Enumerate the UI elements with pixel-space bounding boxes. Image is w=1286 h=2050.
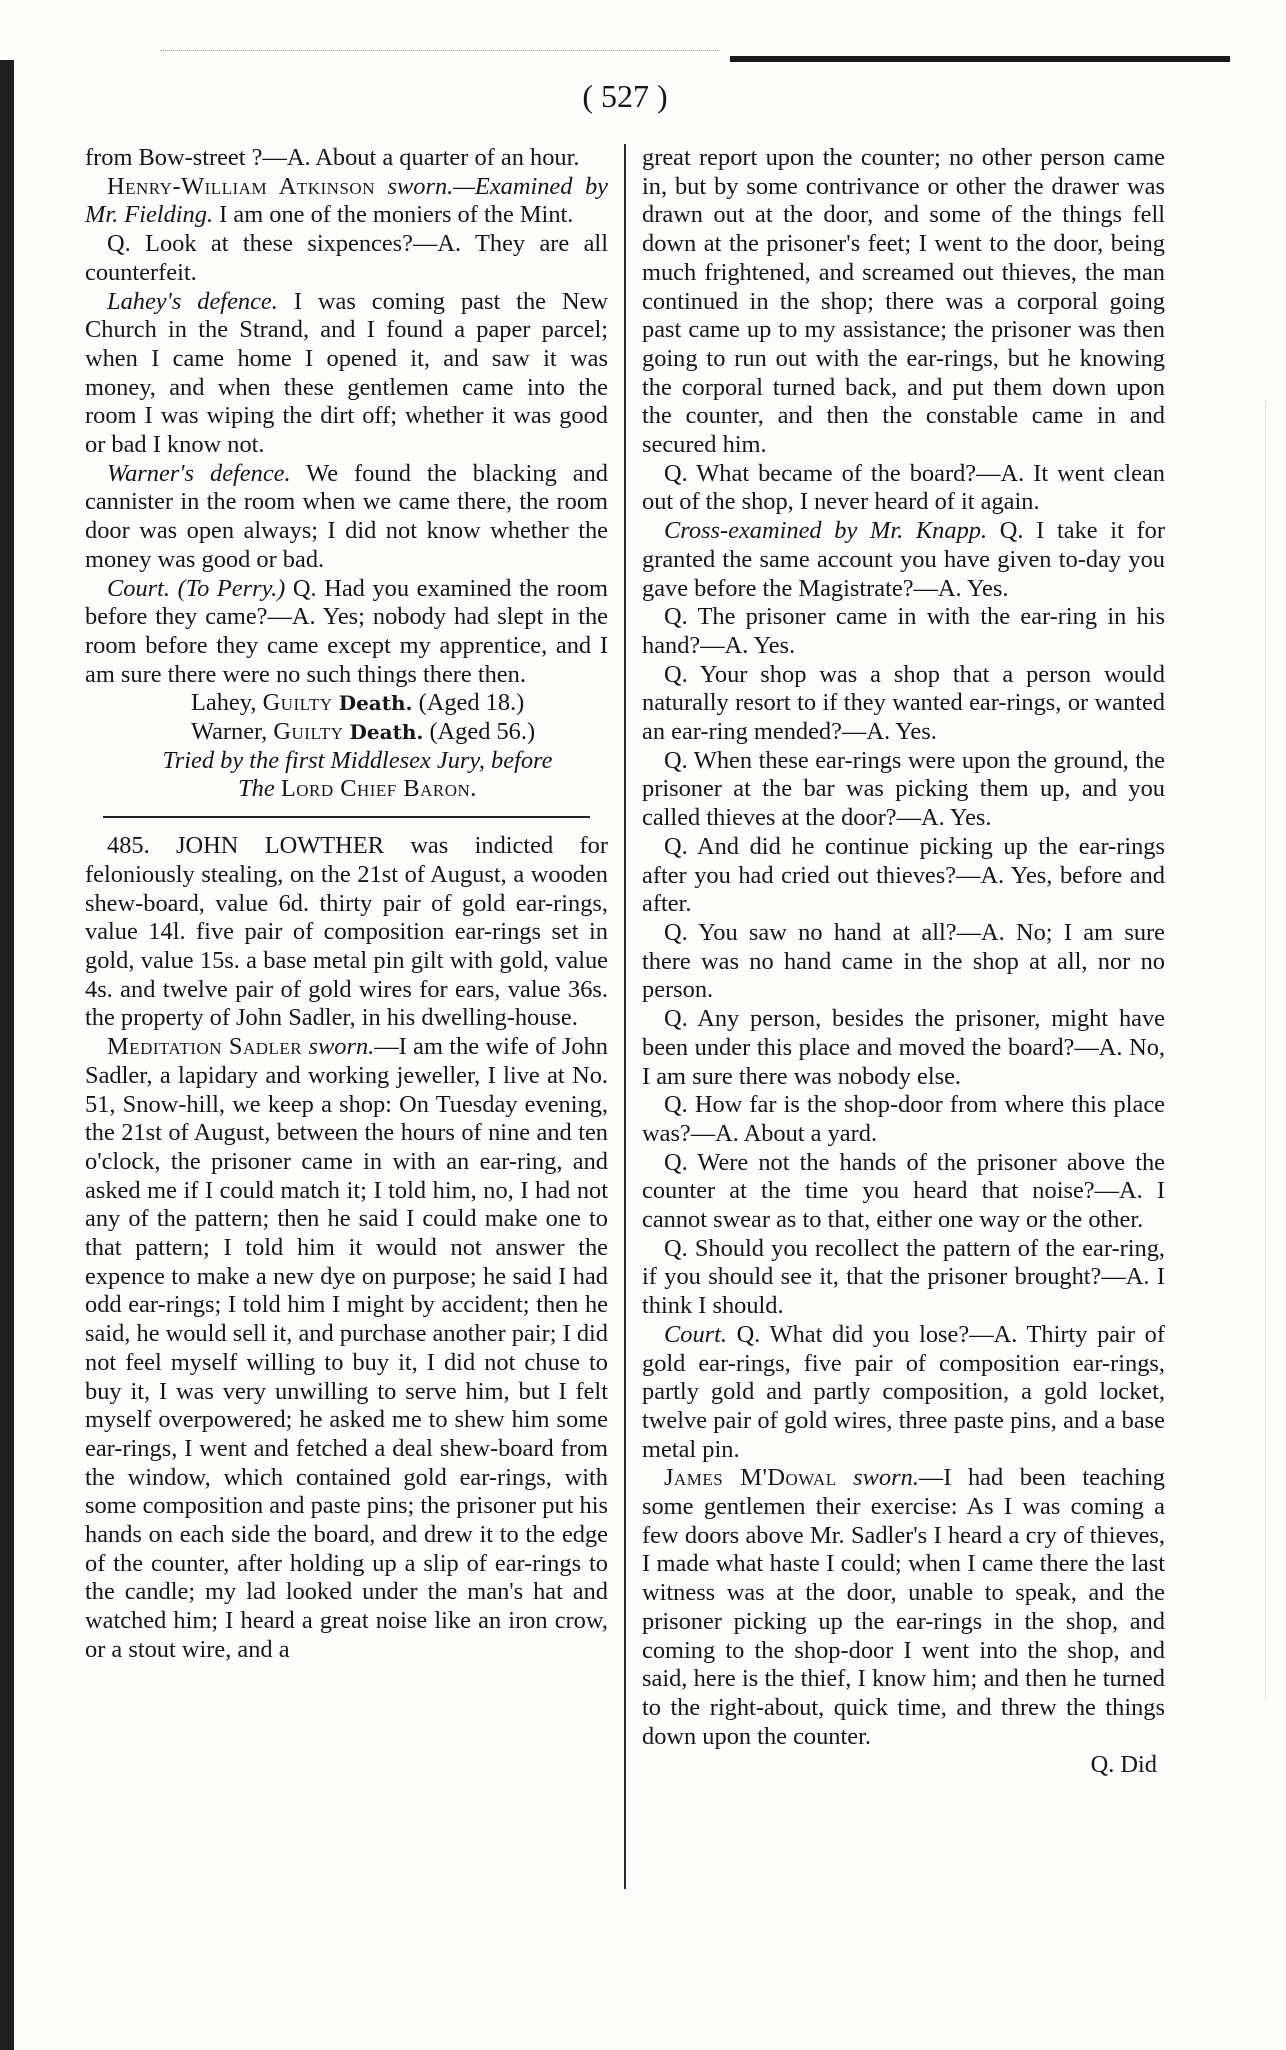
paragraph: Q. You saw no hand at all?—A. No; I am sure there was no hand came in the shop at all, nor no person. [642,918,1165,1004]
court-label: Court. (To Perry.) [107,574,286,602]
judge-name: Lord Chief Baron. [280,775,477,803]
paragraph: from Bow-street ?—A. About a quarter of an hour. [85,144,580,171]
tried-by-line [85,747,608,776]
margin-specks [1265,400,1268,1700]
paragraph: Q. What became of the board?—A. It went clean out of the shop, I never heard of it again. [642,459,1165,516]
tried-by-the: The [238,775,275,803]
column-rule [624,144,626,1889]
paragraph: Q. Should you recollect the pattern of the ear-ring, if you should see it, that the prisoner brought?—A. I think I should. [642,1234,1165,1320]
cross-text: Q. I take it for granted the same account you have given to-day you gave before the Magistrate?—A. Yes. [642,517,1165,602]
verdict-lahey [85,689,608,718]
defence-label: Lahey's defence. [107,287,278,315]
witness-name: Meditation Sadler [107,1033,303,1061]
testimony-text: —I had been teaching some gentlemen their exercise: As I was coming a few doors above Mr. Sadler's I heard a cry of thieves, I made what haste I could; when I came there the last witness was at the door, unable to speak, and the prisoner picking up the ear-rings in the shop, and coming to the shop-door I went into the shop, and said, here is the thief, I know him; and then he turned to the right-about, quick time, and threw the things down upon the counter. [642,1464,1165,1750]
sworn-label: sworn.—Examined by Mr. Fielding. [85,172,608,229]
witness-name: James M'Dowal [664,1464,837,1492]
top-edge-marks [160,50,720,59]
guilty-label: Guilty [262,689,333,717]
defendant-name: Lahey, [191,689,257,717]
tried-by-text: Tried by the first Middlesex Jury, before [162,746,553,774]
guilty-label: Guilty [273,718,344,746]
court-text: Q. What did you lose?—A. Thirty pair of gold ear-rings, five pair of composition ear-rings, partly gold and partly composition, a gold locket, twelve pair of gold wires, three paste pins, and a base metal pin. [642,1320,1165,1463]
witness-name: Henry-William Atkinson [107,172,375,200]
left-column [85,144,608,1665]
court-question [85,575,608,690]
sadler-testimony [85,1033,608,1664]
age-label: (Aged 56.) [429,718,536,746]
defence-text: I was coming past the New Church in the Strand, and I found a paper parcel; when I came home I opened it, and saw it was money, and when these gentlemen came into the room I was wiping the dirt off; whether it was good or bad I know not. [85,287,608,459]
court-label: Court. [664,1320,728,1348]
lahey-defence [85,288,608,460]
scan-edge [0,60,14,2050]
paragraph: Q. The prisoner came in with the ear-ring in his hand?—A. Yes. [642,603,1165,659]
sworn-label: sworn. [308,1033,375,1061]
verdict-warner [85,718,608,747]
paragraph: great report upon the counter; no other person came in, but by some contrivance or other the drawer was drawn out at the door, and some of the things fell down at the prisoner's feet; I went to the door, being much frightened, and screamed out thieves, the man continued in the shop; there was a corporal going past came up to my assistance; the prisoner was then going to run out with the ear-rings, but he knowing the corporal turned back, and put them down upon the counter, and then the constable came in and secured him. [642,144,1165,459]
testimony-text: I am one of the moniers of the Mint. [213,201,574,229]
defendant-name: Warner, [191,718,268,746]
section-divider [103,816,590,818]
atkinson-testimony [85,173,608,230]
defence-text: We found the blacking and cannister in the room when we came there, the room door was open always; I did not know whether the money was good or bad. [85,459,609,573]
paragraph: Q. Look at these sixpences?—A. They are all counterfeit. [85,230,608,286]
paragraph: Q. Your shop was a shop that a person would naturally resort to if they wanted ear-rings, or wanted an ear-ring mended?—A. Yes. [642,660,1165,746]
paragraph: Q. Were not the hands of the prisoner above the counter at the time you heard that noise?—A. I cannot swear as to that, either one way or the other. [642,1148,1165,1234]
death-label: Death. [349,720,424,745]
right-column [642,144,1165,1780]
court-question [642,1321,1165,1465]
death-label: Death. [338,691,413,716]
cross-examination [642,517,1165,603]
cross-label: Cross-examined by Mr. Knapp. [664,517,988,545]
warner-defence [85,460,608,575]
paragraph: Q. When these ear-rings were upon the ground, the prisoner at the bar was picking them up, and you called thieves at the door?—A. Yes. [642,746,1165,832]
paragraph: Q. And did he continue picking up the ear-rings after you had cried out thieves?—A. Yes, before and after. [642,832,1165,918]
paragraph: Q. Any person, besides the prisoner, might have been under this place and moved the board?—A. No, I am sure there was nobody else. [642,1005,1165,1090]
mdowal-testimony [642,1464,1165,1751]
case-485-indictment: 485. JOHN LOWTHER was indicted for feloniously stealing, on the 21st of August, a wooden shew-board, value 6d. thirty pair of gold ear-rings, value 14l. five pair of composition ear-rings set in gold, value 15s. a base metal pin gilt with gold, value 4s. and twelve pair of gold wires for ears, value 36s. the property of John Sadler, in his dwelling-house. [85,832,608,1032]
defence-label: Warner's defence. [107,459,291,487]
catchword: Q. Did [1090,1751,1157,1779]
top-rule [730,56,1230,62]
age-label: (Aged 18.) [418,689,525,717]
paragraph: Q. How far is the shop-door from where this place was?—A. About a yard. [642,1091,1165,1147]
tried-by-judge [85,775,608,804]
testimony-text: —I am the wife of John Sadler, a lapidary and working jeweller, I live at No. 51, Snow-hill, we keep a shop: On Tuesday evening, the 21st of August, between the hours of nine and ten o'clock, the prisoner came in with an ear-ring, and asked me if I could match it; I told him, no, I had not any of the pattern; then he said I could make one to that pattern; I told him it would not answer the expence to make a new dye on purpose; he said I had odd ear-rings; I told him I might by accident; then he said, he would sell it, and purchase another pair; I did not feel myself willing to buy it, I did not chuse to buy it, I was very unwilling to serve him, but I felt myself overpowered; he asked me to shew him some ear-rings, I went and fetched a deal shew-board from the window, which contained gold ear-rings, with some composition and paste pins; the prisoner put his hands on each side the board, and drew it to the edge of the counter, after holding up a slip of ear-rings to the candle; my lad looked under the man's hat and watched him; I heard a great noise like an iron crow, or a stout wire, and a [85,1033,608,1663]
page-number: ( 527 ) [582,78,668,114]
court-text: Q. Had you examined the room before they came?—A. Yes; nobody had slept in the room before they came except my apprentice, and I am sure there were no such things there then. [85,574,608,688]
sworn-label: sworn. [853,1464,919,1492]
